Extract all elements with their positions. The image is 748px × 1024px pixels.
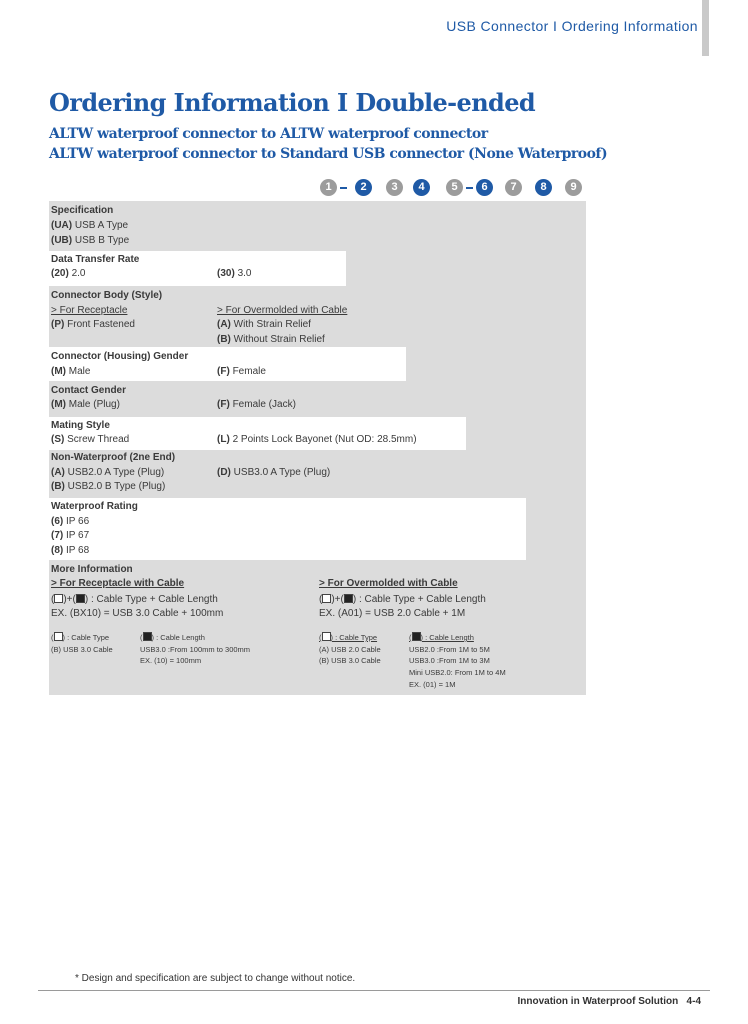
position-badge-7: 7 — [505, 179, 522, 196]
mating-option: (S) Screw Thread — [51, 434, 130, 445]
column-6 — [466, 201, 496, 450]
column-4 — [406, 201, 436, 381]
receptacle-length-head: ( ) : Cable Length — [140, 633, 205, 642]
mating-option: (L) 2 Points Lock Bayonet (Nut OD: 28.5mm) — [217, 434, 417, 445]
filled-square-icon — [76, 594, 85, 603]
filled-square-icon — [143, 632, 152, 641]
overmolded-type: (B) USB 3.0 Cable — [319, 656, 381, 665]
receptacle-cable-head: > For Receptacle with Cable — [51, 578, 185, 589]
nonwp-option: (D) USB3.0 A Type (Plug) — [217, 467, 331, 478]
position-badge-9: 9 — [565, 179, 582, 196]
wp-label: Waterproof Rating — [51, 501, 138, 512]
empty-square-icon — [54, 594, 63, 603]
position-badge-8: 8 — [535, 179, 552, 196]
empty-square-icon — [322, 594, 331, 603]
rate-label: Data Transfer Rate — [51, 254, 140, 265]
nonwp-option: (A) USB2.0 A Type (Plug) — [51, 467, 165, 478]
footer-divider — [38, 990, 710, 991]
mating-label: Mating Style — [51, 420, 110, 431]
overmolded-length: EX. (01) = 1M — [409, 680, 456, 689]
overmolded-type: (A) USB 2.0 Cable — [319, 645, 381, 654]
subtitle-1: ALTW waterproof connector to ALTW waterproof connector — [49, 126, 488, 142]
receptacle-length: USB3.0 :From 100mm to 300mm — [140, 645, 251, 654]
position-badge-5: 5 — [446, 179, 463, 196]
wp-option: (7) IP 67 — [51, 530, 90, 541]
housing-option: (M) Male — [51, 366, 91, 377]
body-option: (P) Front Fastened — [51, 319, 135, 330]
receptacle-type-head: ( ) : Cable Type — [51, 633, 110, 642]
position-badge-4: 4 — [413, 179, 430, 196]
nonwp-option: (B) USB2.0 B Type (Plug) — [51, 481, 166, 492]
body-receptacle-head: > For Receptacle — [51, 305, 128, 316]
housing-label: Connector (Housing) Gender — [51, 351, 189, 362]
running-header: USB Connector I Ordering Information — [446, 18, 698, 34]
position-badge-3: 3 — [386, 179, 403, 196]
receptacle-formula: ( )+( ) : Cable Type + Cable Length — [51, 594, 218, 605]
more-label: More Information — [51, 564, 133, 575]
overmolded-length-head: ( ) : Cable Length — [409, 633, 474, 642]
body-option: (A) With Strain Relief — [217, 319, 311, 330]
overmolded-cable-head: > For Overmolded with Cable — [319, 578, 458, 589]
filled-square-icon — [412, 632, 421, 641]
footer-tagline: Innovation in Waterproof Solution — [517, 996, 679, 1007]
spec-option: (UB) USB B Type — [51, 235, 130, 246]
wp-option: (8) IP 68 — [51, 545, 90, 556]
page-footer — [517, 996, 701, 1007]
wp-option: (6) IP 66 — [51, 516, 90, 527]
empty-square-icon — [322, 632, 331, 641]
contact-option: (M) Male (Plug) — [51, 399, 120, 410]
housing-option: (F) Female — [217, 366, 266, 377]
body-label: Connector Body (Style) — [51, 290, 163, 301]
overmolded-length: USB3.0 :From 1M to 3M — [409, 656, 490, 665]
column-8 — [526, 201, 556, 560]
page-number: 4-4 — [686, 996, 701, 1007]
body-overmolded-head: > For Overmolded with Cable — [217, 305, 348, 316]
contact-option: (F) Female (Jack) — [217, 399, 296, 410]
column-2 — [346, 201, 376, 286]
contact-label: Contact Gender — [51, 385, 127, 396]
badge-dash — [340, 187, 347, 189]
position-badge-1: 1 — [320, 179, 337, 196]
filled-square-icon — [344, 594, 353, 603]
overmolded-length: Mini USB2.0: From 1M to 4M — [409, 668, 506, 677]
disclaimer-note: * Design and specification are subject to change without notice. — [75, 973, 356, 984]
overmolded-length: USB2.0 :From 1M to 5M — [409, 645, 490, 654]
rate-option: (30) 3.0 — [217, 268, 252, 279]
receptacle-length: EX. (10) = 100mm — [140, 656, 202, 665]
receptacle-example: EX. (BX10) = USB 3.0 Cable + 100mm — [51, 608, 224, 619]
nonwp-label: Non-Waterproof (2ne End) — [51, 452, 176, 463]
position-badge-6: 6 — [476, 179, 493, 196]
empty-square-icon — [54, 632, 63, 641]
position-badge-2: 2 — [355, 179, 372, 196]
receptacle-type: (B) USB 3.0 Cable — [51, 645, 113, 654]
overmolded-type-head: ( ) : Cable Type — [319, 633, 378, 642]
page-title: Ordering Information I Double-ended — [49, 88, 536, 117]
header-bar — [702, 0, 709, 56]
badge-dash — [466, 187, 473, 189]
column-3 — [376, 201, 406, 347]
spec-label: Specification — [51, 205, 114, 216]
column-5 — [436, 201, 466, 417]
overmolded-formula: ( )+( ) : Cable Type + Cable Length — [319, 594, 486, 605]
overmolded-example: EX. (A01) = USB 2.0 Cable + 1M — [319, 608, 466, 619]
subtitle-2: ALTW waterproof connector to Standard USB connector (None Waterproof) — [49, 146, 608, 162]
column-7 — [496, 201, 526, 498]
rate-option: (20) 2.0 — [51, 268, 86, 279]
spec-option: (UA) USB A Type — [51, 220, 129, 231]
column-9 — [556, 201, 586, 560]
body-option: (B) Without Strain Relief — [217, 334, 325, 345]
